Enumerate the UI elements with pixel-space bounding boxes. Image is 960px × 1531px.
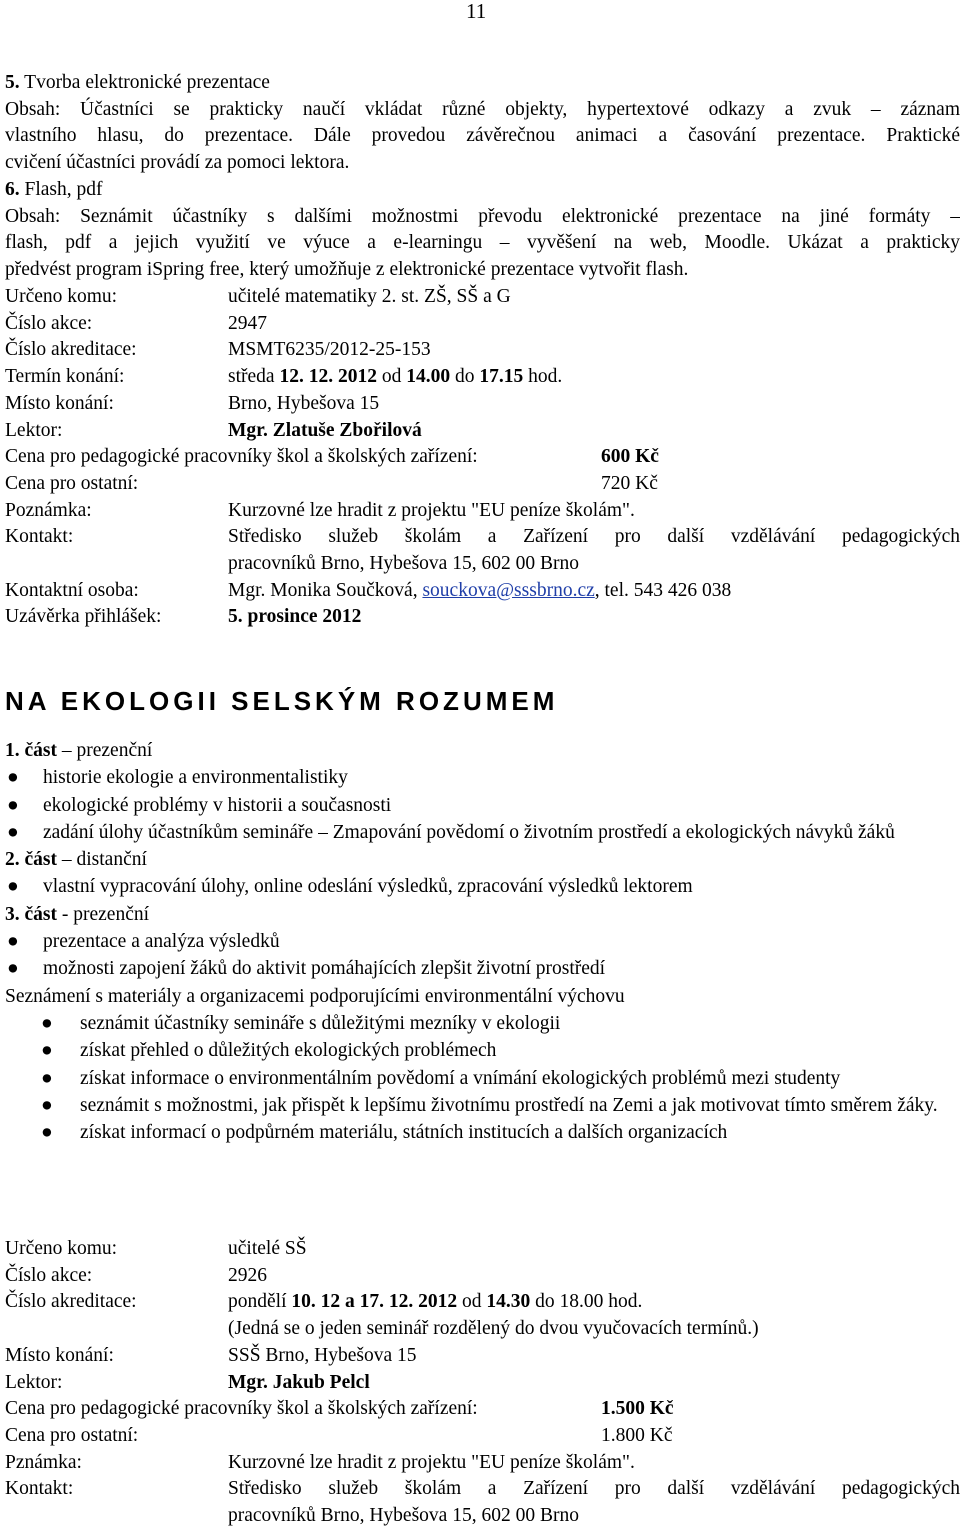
course-details	[5, 1236, 960, 1530]
part-number: 2. část	[5, 849, 57, 871]
price-value: 600 Kč	[601, 446, 659, 468]
course-outline	[5, 737, 960, 1146]
price-value: 1.800 Kč	[601, 1424, 673, 1446]
field-label: Kontakt:	[5, 1478, 74, 1500]
field-note: (Jedná se o jeden seminář rozdělený do dvou vyučovacích termínů.)	[228, 1318, 759, 1340]
list-item: získat informace o environmentálním povědomí a vnímání ekologických problémů mezi studenty	[80, 1067, 841, 1089]
field-label: Termín konání:	[5, 366, 125, 388]
section-number: 5.	[5, 72, 20, 93]
bullet-icon: ●	[41, 1067, 53, 1089]
field-label: Místo konání:	[5, 1344, 114, 1366]
field-value: Brno, Hybešova 15	[228, 392, 380, 414]
list-item: získat informací o podpůrném materiálu, státních institucích a dalších organizacích	[80, 1122, 728, 1144]
field-label: Cena pro ostatní:	[5, 1424, 139, 1446]
bullet-icon: ●	[7, 767, 19, 789]
field-label: Cena pro pedagogické pracovníky škol a školských zařízení:	[5, 1398, 478, 1420]
list-item: seznámit účastníky semináře s důležitými mezníky v ekologii	[80, 1012, 561, 1034]
field-label: Poznámka:	[5, 499, 92, 521]
paragraph-line: předvést program iSpring free, který umožňuje z elektronické prezentace vytvořit flash.	[5, 258, 689, 280]
field-value: SSŠ Brno, Hybešova 15	[228, 1344, 417, 1366]
price-value: 720 Kč	[601, 472, 658, 494]
field-label: Lektor:	[5, 419, 63, 441]
field-label: Číslo akreditace:	[5, 339, 137, 361]
paragraph-line: Obsah: Seznámit účastníky s dalšími možnostmi převodu elektronické prezentace na jiné formáty –	[5, 205, 960, 227]
field-value: 2947	[228, 312, 267, 334]
field-label: Uzávěrka přihlášek:	[5, 606, 162, 628]
field-value: 2926	[228, 1264, 267, 1286]
part-label: - prezenční	[57, 903, 150, 925]
list-item: zadání úlohy účastníkům semináře – Zmapování povědomí o životním prostředí a ekologických návyků žáků	[43, 821, 895, 843]
field-value: pondělí 10. 12 a 17. 12. 2012 od 14.30 do 18.00 hod.	[228, 1291, 643, 1313]
field-label: Číslo akce:	[5, 312, 93, 334]
part-label: – distanční	[57, 849, 147, 871]
field-value: Mgr. Monika Součková, souckova@sssbrno.cz, tel. 543 426 038	[228, 579, 732, 601]
field-label: Místo konání:	[5, 392, 114, 414]
list-item: seznámit s možnostmi, jak přispět k lepšímu životnímu prostředí na Zemi a jak motivovat tímto směrem žáky.	[80, 1094, 938, 1116]
bullet-icon: ●	[41, 1122, 53, 1144]
field-label: Kontakt:	[5, 526, 74, 548]
field-label: Cena pro pedagogické pracovníky škol a školských zařízení:	[5, 446, 478, 468]
field-value: pracovníků Brno, Hybešova 15, 602 00 Brno	[228, 553, 579, 575]
field-value: MSMT6235/2012-25-153	[228, 339, 431, 361]
bullet-icon: ●	[7, 876, 19, 898]
list-item: možnosti zapojení žáků do aktivit pomáhajících zlepšit životní prostředí	[43, 958, 606, 980]
course-title: NA EKOLOGII SELSKÝM ROZUMEM	[5, 686, 559, 716]
field-value: učitelé SŠ	[228, 1238, 307, 1259]
field-label: Lektor:	[5, 1371, 63, 1393]
field-value: Středisko služeb školám a Zařízení pro další vzdělávání pedagogických	[228, 1478, 960, 1500]
field-value: středa 12. 12. 2012 od 14.00 do 17.15 hod.	[228, 366, 563, 388]
bullet-icon: ●	[41, 1040, 53, 1062]
part-label: – prezenční	[57, 740, 153, 761]
field-label: Pznámka:	[5, 1451, 82, 1473]
field-label: Číslo akreditace:	[5, 1291, 137, 1313]
list-item: prezentace a analýza výsledků	[43, 931, 280, 953]
field-value: Středisko služeb školám a Zařízení pro další vzdělávání pedagogických	[228, 526, 960, 548]
section-title: Tvorba elektronické prezentace	[24, 72, 270, 93]
list-item: ekologické problémy v historii a současnosti	[43, 794, 392, 816]
field-value: pracovníků Brno, Hybešova 15, 602 00 Brno	[228, 1505, 579, 1527]
bullet-icon: ●	[41, 1012, 53, 1034]
field-label: Určeno komu:	[5, 1238, 118, 1259]
section-number: 6.	[5, 179, 20, 200]
part-number: 3. část	[5, 903, 57, 925]
bullet-icon: ●	[7, 958, 19, 980]
field-value: učitelé matematiky 2. st. ZŠ, SŠ a G	[228, 286, 511, 307]
list-item: vlastní vypracování úlohy, online odeslání výsledků, zpracování výsledků lektorem	[43, 876, 693, 898]
paragraph-line: cvičení účastníci provádí za pomoci lektora.	[5, 151, 350, 173]
email-link[interactable]: souckova@sssbrno.cz	[422, 579, 595, 601]
section-5	[5, 70, 960, 176]
field-value: Kurzovné lze hradit z projektu "EU peníze školám".	[228, 1451, 635, 1473]
paragraph-line: vlastního hlasu, do prezentace. Dále provedou závěrečnou animaci a časování prezentace. Praktické	[5, 125, 960, 146]
field-value: Mgr. Zlatuše Zbořilová	[228, 419, 422, 441]
list-item: historie ekologie a environmentalistiky	[43, 767, 348, 789]
field-label: Určeno komu:	[5, 286, 118, 307]
bullet-icon: ●	[7, 794, 19, 816]
bullet-icon: ●	[7, 931, 19, 953]
list-item: získat přehled o důležitých ekologických problémech	[80, 1040, 497, 1062]
field-label: Kontaktní osoba:	[5, 579, 139, 601]
part-number: 1. část	[5, 740, 57, 761]
section-6-details	[5, 284, 960, 631]
paragraph-line: Obsah: Účastníci se prakticky naučí vkládat různé objekty, hypertextové odkazy a zvuk – záznam	[5, 98, 960, 120]
section-title: Flash, pdf	[24, 179, 103, 200]
intro-text: Seznámení s materiály a organizacemi podporujícími environmentální výchovu	[5, 985, 625, 1007]
field-value: Mgr. Jakub Pelcl	[228, 1371, 370, 1393]
field-value: 5. prosince 2012	[228, 606, 362, 628]
section-6	[5, 177, 960, 283]
field-label: Číslo akce:	[5, 1264, 93, 1286]
field-label: Cena pro ostatní:	[5, 472, 139, 494]
price-value: 1.500 Kč	[601, 1398, 674, 1420]
page-number: 11	[466, 0, 487, 23]
bullet-icon: ●	[7, 821, 19, 843]
field-value: Kurzovné lze hradit z projektu "EU peníze školám".	[228, 499, 635, 521]
bullet-icon: ●	[41, 1094, 53, 1116]
paragraph-line: flash, pdf a jejich využití ve výuce a e-learningu – vyvěšení na web, Moodle. Ukázat a prakticky	[5, 232, 960, 253]
